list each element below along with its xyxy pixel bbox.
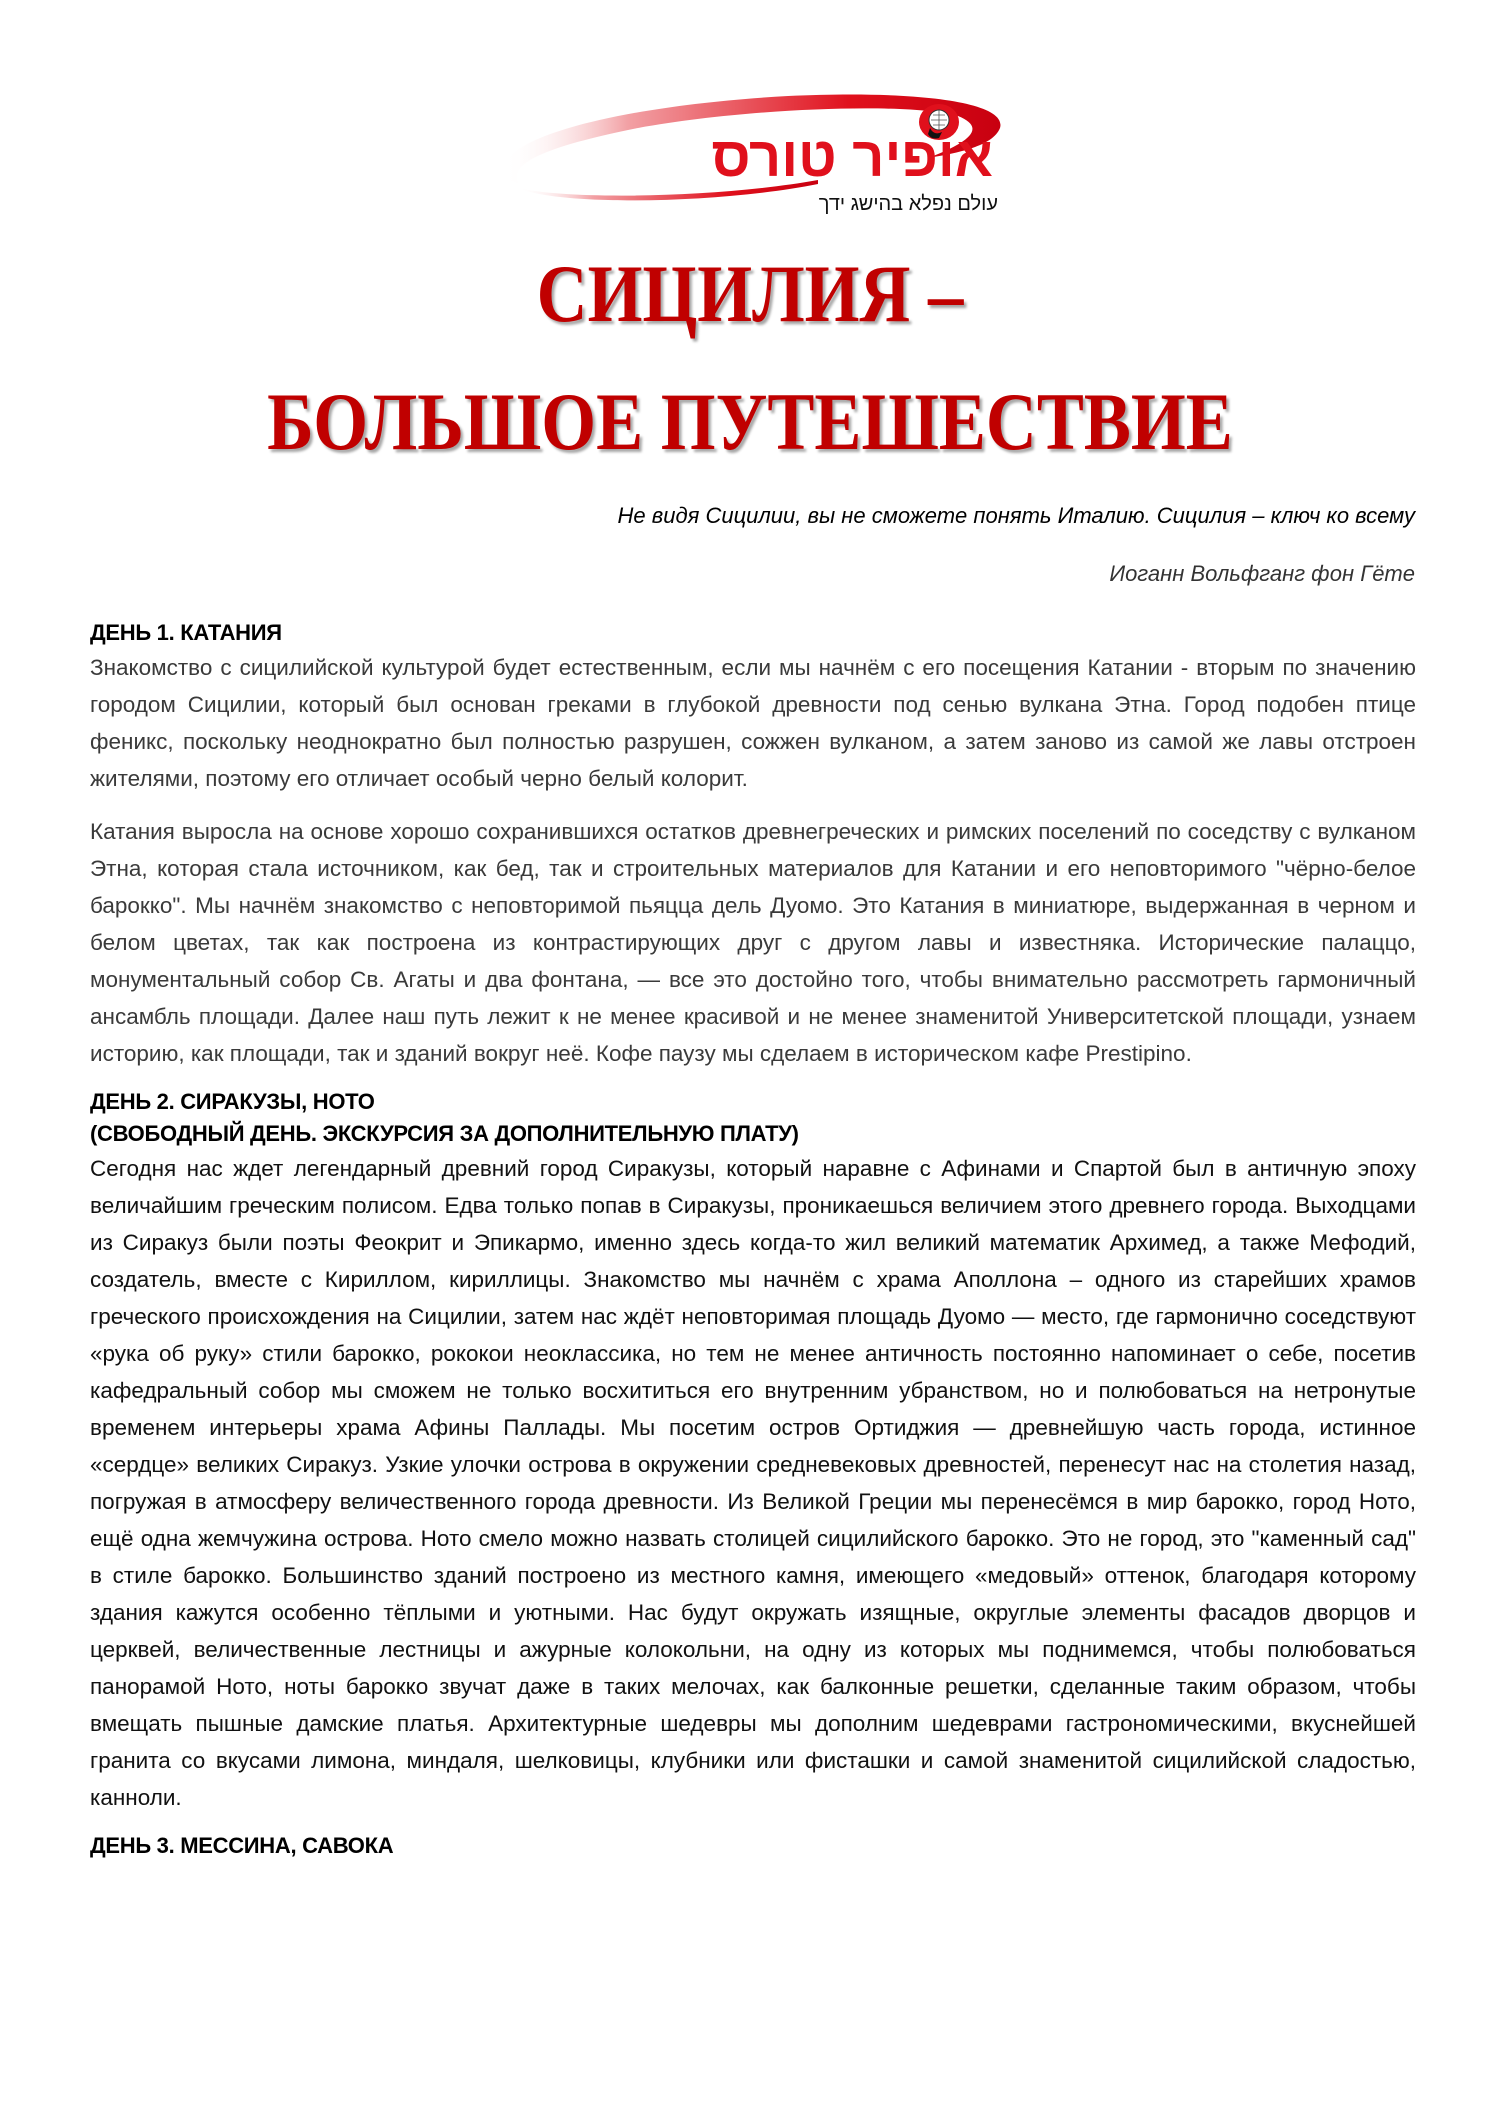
day-1-section — [90, 617, 1416, 1072]
page-title-line-1: СИЦИЛИЯ – — [536, 248, 964, 339]
page-title-line-2: БОЛЬШОЕ ПУТЕШЕСТВИЕ — [267, 376, 1233, 467]
day-2-heading: ДЕНЬ 2. СИРАКУЗЫ, НОТО — [90, 1089, 375, 1114]
svg-text:עולם נפלא בהישג ידך: עולם נפלא בהישג ידך — [818, 193, 998, 215]
day-2-subheading: (СВОБОДНЫЙ ДЕНЬ. ЭКСКУРСИЯ ЗА ДОПОЛНИТЕЛЬНУЮ ПЛАТУ) — [90, 1121, 799, 1146]
company-logo — [488, 88, 1018, 218]
day-2-paragraph-1: Сегодня нас ждет легендарный древний город Сиракузы, который наравне с Афинами и Спартой был в античную эпоху величайшим греческим полисом. Едва только попав в Сиракузы, проникаешься величием этого древнего города. Выходцами из Сиракуз были поэты Феокрит и Эпикармо, именно здесь когда-то жил великий математик Архимед, а также Мефодий, создатель, вместе с Кириллом, кириллицы. Знакомство мы начнём с храма Аполлона – одного из старейших храмов греческого происхождения на Сицилии, затем нас ждёт неповторимая площадь Дуомо — место, где гармонично соседствуют «рука об руку» стили барокко, рококои неоклассика, но тем не менее античность постоянно напоминает о себе, посетив кафедральный собор мы сможем не только восхититься его внутренним убранством, но и полюбоваться на нетронутые временем интерьеры храма Афины Паллады. Мы посетим остров Ортиджия — древнейшую часть города, истинное «сердце» великих Сиракуз. Узкие улочки острова в окружении средневековых древностей, перенесут нас на столетия назад, погружая в атмосферу величественного города древности. Из Великой Греции мы перенесёмся в мир барокко, город Ното, ещё одна жемчужина острова. Ното смело можно назвать столицей сицилийского барокко. Это не город, это "каменный сад" в стиле барокко. Большинство зданий построено из местного камня, имеющего «медовый» оттенок, благодаря которому здания кажутся особенно тёплыми и уютными. Нас будут окружать изящные, округлые элементы фасадов дворцов и церквей, величественные лестницы и ажурные колокольни, на одну из которых мы поднимемся, чтобы полюбоваться панорамой Ното, ноты барокко звучат даже в таких мелочах, как балконные решетки, сделанные таким образом, чтобы вмещать пышные дамские платья. Архитектурные шедевры мы дополним шедеврами гастрономическими, вкуснейшей гранита со вкусами лимона, миндаля, шелковицы, клубники или фисташки и самой знаменитой сицилийской сладостью, канноли. — [90, 1156, 1416, 1810]
day-3-heading: ДЕНЬ 3. МЕССИНА, САВОКА — [90, 1833, 394, 1858]
day-1-paragraph-1: Знакомство с сицилийской культурой будет естественным, если мы начнём с его посещения Катании - вторым по значению городом Сицилии, который был основан греками в глубокой древности под сенью вулкана Этна. Город подобен птице феникс, поскольку неоднократно был полностью разрушен, сожжен вулканом, а затем заново из самой же лавы отстроен жителями, поэтому его отличает особый черно белый колорит. — [90, 655, 1416, 791]
epigraph-author: Иоганн Вольфганг фон Гёте — [1109, 561, 1415, 586]
day-1-heading: ДЕНЬ 1. КАТАНИЯ — [90, 620, 282, 645]
itinerary — [90, 617, 1416, 1862]
day-3-section — [90, 1830, 1416, 1862]
day-2-section — [90, 1086, 1416, 1816]
ofir-tours-logo-icon — [488, 88, 1018, 218]
svg-text:אופיר טורס: אופיר טורס — [711, 125, 993, 188]
epigraph-quote: Не видя Сицилии, вы не сможете понять Италию. Сицилия – ключ ко всему — [617, 503, 1415, 528]
day-1-paragraph-2: Катания выросла на основе хорошо сохранившихся остатков древнегреческих и римских поселений по соседству с вулканом Этна, которая стала источником, как бед, так и строительных материалов для Катании и его неповторимого "чёрно-белое барокко". Мы начнём знакомство с неповторимой пьяцца дель Дуомо. Это Катания в миниатюре, выдержанная в черном и белом цветах, так как построена из контрастирующих друг с другом лавы и известняка. Исторические палаццо, монументальный собор Св. Агаты и два фонтана, — все это достойно того, чтобы внимательно рассмотреть гармоничный ансамбль площади. Далее наш путь лежит к не менее красивой и не менее знаменитой Университетской площади, узнаем историю, как площади, так и зданий вокруг неё. Кофе паузу мы сделаем в историческом кафе Prestipino. — [90, 819, 1416, 1066]
